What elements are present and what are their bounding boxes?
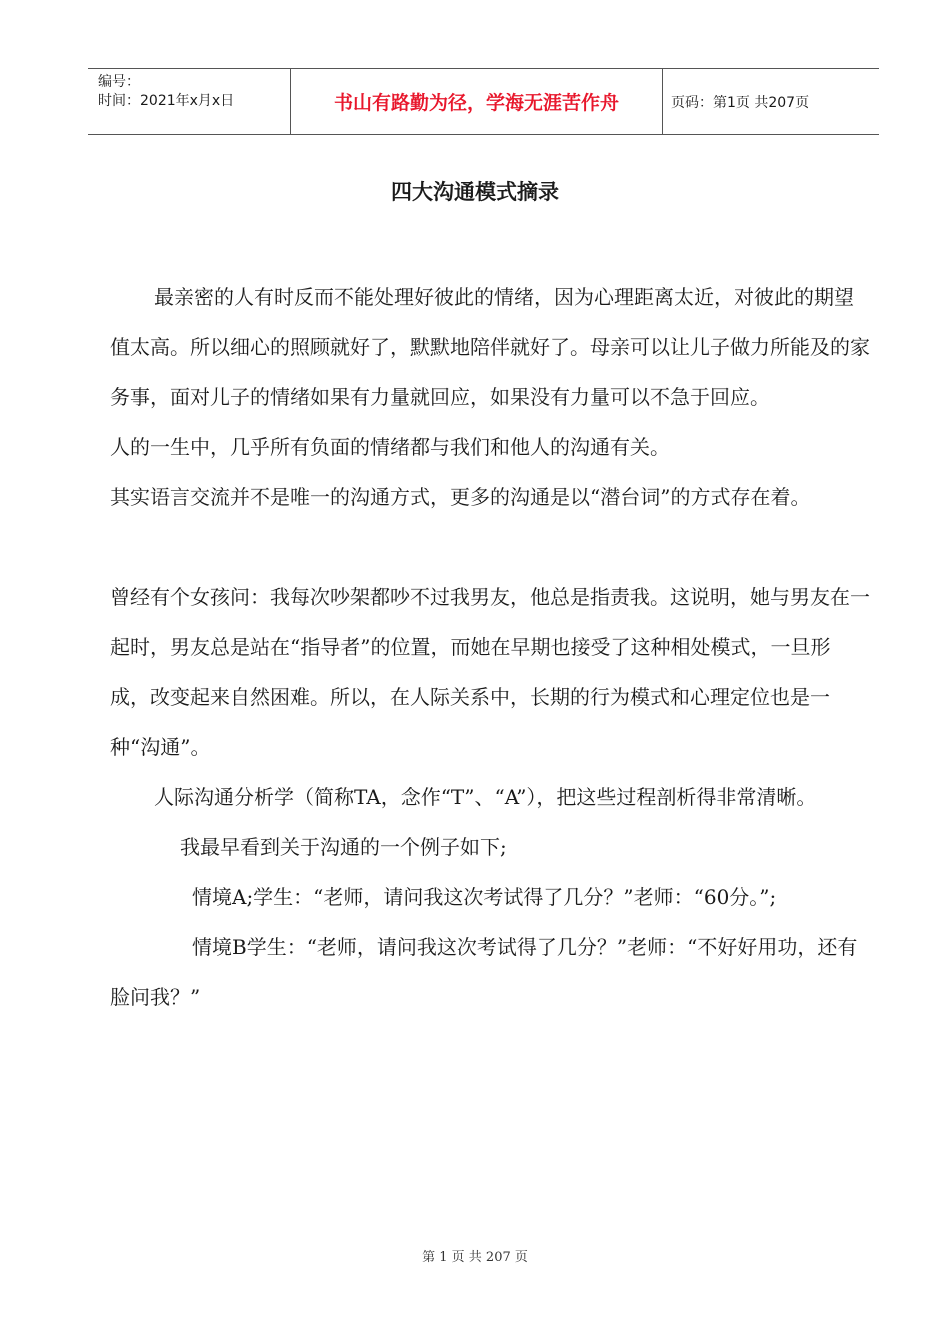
number-label: 编号： xyxy=(98,74,140,90)
document-title: 四大沟通模式摘录 xyxy=(391,180,559,204)
page-header xyxy=(88,68,879,135)
header-page-info: 页码：第1页 共207页 xyxy=(671,94,810,111)
header-meta xyxy=(88,69,291,134)
paragraph: 情境A;学生：“老师，请问我这次考试得了几分？”老师：“60分。”; xyxy=(192,885,777,909)
paragraph: 我最早看到关于沟通的一个例子如下; xyxy=(180,835,507,859)
paragraph: 人的一生中，几乎所有负面的情绪都与我们和他人的沟通有关。 xyxy=(110,435,670,459)
time-label: 时间：2021年x月x日 xyxy=(98,93,235,109)
document-body xyxy=(110,272,870,1022)
paragraph: 人际沟通分析学（简称TA，念作“T”、“A”），把这些过程剖析得非常清晰。 xyxy=(154,785,817,809)
page-footer: 第 1 页 共 207 页 xyxy=(422,1250,528,1265)
paragraph: 曾经有个女孩问：我每次吵架都吵不过我男友，他总是指责我。这说明，她与男友在一起时，男友总是站在“指导者”的位置，而她在早期也接受了这种相处模式，一旦形成，改变起来自然困难。所以，在人际关系中，长期的行为模式和心理定位也是一种“沟通”。 xyxy=(110,585,870,759)
paragraph: 情境B学生：“老师，请问我这次考试得了几分？”老师：“不好好用功，还有脸问我？” xyxy=(110,935,858,1009)
header-motto: 书山有路勤为径，学海无涯苦作舟 xyxy=(291,69,663,134)
paragraph: 其实语言交流并不是唯一的沟通方式，更多的沟通是以“潜台词”的方式存在着。 xyxy=(110,485,811,509)
blank-line xyxy=(110,522,870,572)
paragraph: 最亲密的人有时反而不能处理好彼此的情绪，因为心理距离太近，对彼此的期望值太高。所以细心的照顾就好了，默默地陪伴就好了。母亲可以让儿子做力所能及的家务事，面对儿子的情绪如果有力量就回应，如果没有力量可以不急于回应。 xyxy=(110,285,870,409)
